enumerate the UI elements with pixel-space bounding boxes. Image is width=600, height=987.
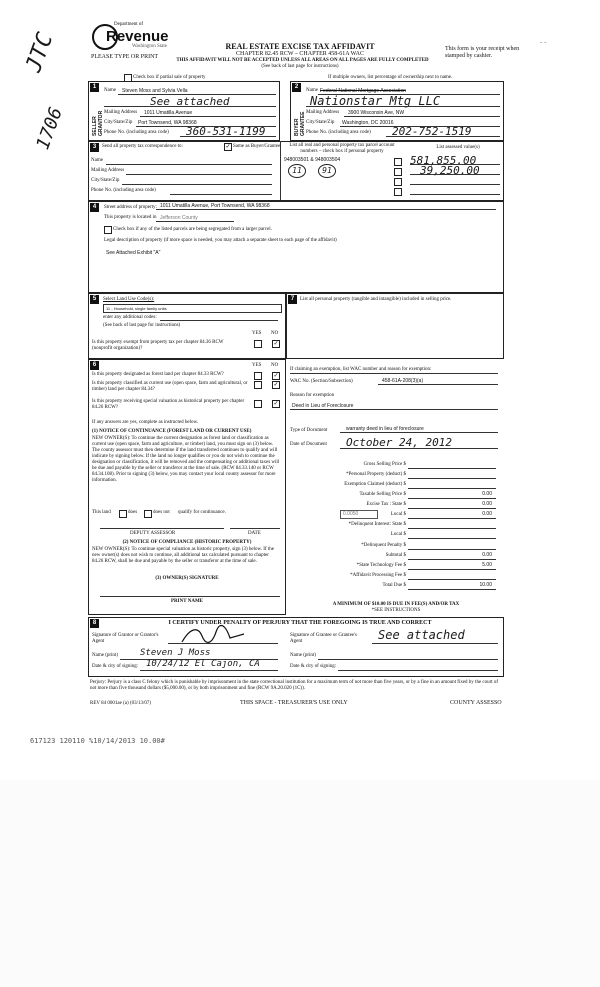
forest-yes-checkbox[interactable] — [254, 372, 262, 380]
seller-mailing: 1011 Umatilla Avenue — [144, 110, 193, 116]
same-as-buyer-checkbox[interactable]: ✓ — [225, 144, 231, 150]
property-county: Jefferson County — [160, 215, 198, 221]
assessed-value-2: 39,250.00 — [420, 164, 480, 177]
form-chapter: CHAPTER 82.45 RCW – CHAPTER 458-61A WAC — [236, 51, 364, 57]
forest-no-checkbox[interactable]: ✓ — [273, 373, 279, 379]
current-use-no-checkbox[interactable]: ✓ — [273, 382, 279, 388]
grantor-date-city: 10/24/12 El Cajon, CA — [146, 659, 260, 669]
receipt-stamp: 617123 120110 %10/14/2013 10.00# — [30, 737, 165, 745]
minimum-fee-note: A MINIMUM OF $10.00 IS DUE IN FEE(S) AND/OR TAX — [332, 602, 460, 607]
wac-number: 458-61A-208(3)(a) — [382, 378, 424, 384]
seller-name-typed: Steven Moss and Sylvia Vella — [122, 88, 188, 94]
parcel-numbers: 948003501 & 948003504 — [284, 157, 341, 163]
grantee-signature: See attached — [378, 628, 465, 642]
exempt-yes-checkbox[interactable] — [254, 340, 262, 348]
notice-compliance-text: NEW OWNER(S): To continue special valuation as historic property, sign (3) below. If the new owner(s) does not wish to continue, all additional tax calculated pursuant to chapter 84.26 RCW, shall be due and payable by the seller or transferor at the time of sale. — [92, 547, 274, 564]
buyer-city: Washington, DC 20016 — [342, 120, 394, 126]
segregated-checkbox[interactable] — [104, 226, 112, 234]
county-assessor-note: COUNTY ASSESSO — [450, 700, 502, 706]
document-date: October 24, 2012 — [346, 436, 452, 449]
seller-side-label: SELLER GRANTOR — [92, 110, 104, 136]
exempt-no-checkbox[interactable]: ✓ — [273, 341, 279, 347]
land-does-checkbox[interactable] — [119, 510, 127, 518]
form-title: REAL ESTATE EXCISE TAX AFFIDAVIT — [225, 42, 375, 51]
historic-yes-checkbox[interactable] — [254, 400, 262, 408]
corner-mark: - - — [540, 38, 547, 46]
subtotal: 0.00 — [482, 552, 492, 558]
personal-property-checkbox-1[interactable] — [394, 158, 402, 166]
form-revision: REV 84 0001ae (a) (03/13/07) — [90, 701, 152, 706]
current-use-yes-checkbox[interactable] — [254, 381, 262, 389]
margin-note-jtc: JTC — [21, 29, 59, 76]
personal-property-checkbox-4[interactable] — [394, 188, 402, 196]
grantor-printed-name: Steven J Moss — [140, 648, 211, 658]
local-tax-rate: 0.0050 — [340, 510, 378, 519]
total-due: 10.00 — [479, 582, 492, 588]
buyer-side-label: BUYER GRANTEE — [294, 111, 306, 136]
notice-continuance-text: NEW OWNER(S): To continue the current designation as forest land or classification as current use (open space, farm and agriculture, or timber) land, you must sign on (3) below. The county assessor must then determine if the land transferred continues to qualify and will indicate by signing below. If the land no longer qualifies or you do not wish to continue the designation or classification, it will be removed and the compensating or additional taxes will be due and payable by the seller or transferor at the time of sale. (RCW 84.33.140 or RCW 84.34.108). Prior to signing (3) below, you may contact your local county assessor for more information. — [92, 436, 280, 483]
buyer-phone: 202-752-1519 — [392, 125, 472, 138]
property-street: 1011 Umatilla Avenue, Port Townsend, WA 98368 — [160, 203, 270, 209]
taxable-selling-price: 0.00 — [482, 491, 492, 497]
partial-sale-label: Check box if partial sale of property — [133, 75, 206, 80]
land-use-select[interactable]: 11 - Household, single family units — [103, 304, 282, 313]
seller-phone: 360-531-1199 — [186, 125, 266, 138]
instructions-note: (See back of last page for instructions) — [261, 64, 339, 69]
excise-tax-state: 0.00 — [482, 501, 492, 507]
treasurer-note: THIS SPACE - TREASURER'S USE ONLY — [240, 700, 348, 706]
buyer-name-struck: Federal National Mortgage Association — [320, 88, 406, 94]
document-type: warranty deed in lieu of foreclosure — [346, 426, 424, 432]
multiple-owners-note: If multiple owners, list percentage of ownership next to name. — [328, 75, 453, 80]
personal-property-checkbox-2[interactable] — [394, 168, 402, 176]
margin-note-number: 1706 — [32, 104, 67, 153]
buyer-name-handwritten: Nationstar Mtg LLC — [310, 94, 441, 108]
seller-city: Port Townsend, WA 98368 — [138, 120, 197, 126]
perjury-notice: Perjury: Perjury is a class C felony which is punishable by imprisonment in the state correctional institution for a maximum term of not more than five years, or by a fine in an amount fixed by the court of not more than five thousand dollars ($5,000.00), or by both imprisonment and fine (RCW 9A.20.020 (1C)). — [90, 680, 499, 691]
seller-name-handwritten: See attached — [150, 95, 230, 108]
affidavit-page: JTC 1706 - - Department of Revenue Washington State PLEASE TYPE OR PRINT REAL ESTATE EXCISE TAX AFFIDAVIT CHAPTER 82.45 RCW – CHAPTER 458-61A WAC THIS AFFIDAVIT WILL NOT BE ACCEPTED UNLESS ALL AREAS ON ALL PAGES ARE FULLY COMPLETED (See back of last page for instructions) This form is your receipt when stamped by cashier. Check box if partial sale of property If multiple owners, list percentage of ownership next to name. 1 SELLER GRANTOR Name Steven Moss and Sylvia Vella See attached Mailing Address 1011 Umatilla Avenue City/State/Zip Port Townsend, WA 98368 Phone No. (including area code) 360-531-1199 2 BUYER GRANTEE Name Federal National Mortgage Association Nationstar Mtg LLC Mailing Address 3900 Wisconsin Ave, NW City/State/Zip Washington, DC 20016 Phone No. (including area code) 202-752-1519 3 Send all property tax correspondence to: ✓ Same as Buyer/Grantee Name Mailing Address City/State/Zip Phone No. (including area code) List all real and personal property tax parcel account numbers – check box if personal property List assessed value(s) 948003501 & 948003504 11 91 581,855.00 39,250.00 4 Street address of property: 1011 Umatilla Avenue, Port Townsend, WA 98368 This property is located in Jefferson County Check box if any of the listed parcels are being segregated from a larger parcel. Legal description of property (if more space is needed, you may attach a separate sheet to each page of the affidavit) See Attached Exhibit "A" 5 Select Land Use Code(s): 11 - Household, single family units enter any additional codes: (See back of last page for instructions) YES NO Is this property exempt from property tax per chapter 84.36 RCW (nonprofit organization)? ✓ 7 List all personal property (tangible and intangible) included in selling price. 6 YES NO Is this property designated as forest land per chapter 84.33 RCW? ✓ Is this property classified as current use (open space, farm and agricultural, or timber) land per chapter 84.34? ✓ Is this property receiving special valuation as historical property per chapter 84.26 RCW? ✓ If any answers are yes, complete as instructed below. (1) NOTICE OF CONTINUANCE (FOREST LAND OR CURRENT USE) NEW OWNER(S): To continue the current designation as forest land or classification as current use (open space, farm and agriculture, or timber) land, you must sign on (3) below. The county assessor must then determine if the land transferred continues to qualify and will indicate by signing below. If the land no longer qualifies or you do not wish to continue the designation or classification, it will be removed and the compensating or additional taxes will be due and payable by the seller or transferor at the time of sale. (RCW 84.33.140 or RCW 84.34.108). Prior to signing (3) below, you may contact your local county assessor for more information. This land does does not qualify for continuance. DEPUTY ASSESSOR DATE (2) NOTICE OF COMPLIANCE (HISTORIC PROPERTY) NEW OWNER(S): To continue special valuation as historic property, sign (3) below. If the new owner(s) does not wish to continue, all additional tax calculated pursuant to chapter 84.26 RCW, shall be due and payable by the seller or transferor at the time of sale. (3) OWNER(S) SIGNATURE PRINT NAME If claiming an exemption, list WAC number and reason for exemption: WAC No. (Section/Subsection) 458-61A-208(3)(a) Reason for exemption Deed in Lieu of Foreclosure Type of Document warranty deed in lieu of foreclosure Date of Document October 24, 2012 Gross Selling Price $ *Personal Property (deduct) $ Exemption Claimed (deduct) $ Taxable Selling Price $ 0.00 Excise Tax : State $ 0.00 0.0050 Local $ 0.00 *Delinquent Interest: State $ Local $ *Delinquent Penalty $ Subtotal $ 0.00 *State Technology Fee $ 5.00 *Affidavit Processing Fee $ Total Due $ 10.00 A MINIMUM OF $10.00 IS DUE IN FEE(S) AND/OR TAX *SEE INSTRUCTIONS 8 I CERTIFY UNDER PENALTY OF PERJURY THAT THE FOREGOING IS TRUE AND CORRECT Signature of Grantor or Grantor's Agent Name (print) Steven J Moss Date & city of signing: 10/24/12 El Cajon, CA Signature of Grantee or Grantee's Agent See attached Name (print) Date & city of signing: Perjury: Perjury is a class C felony which is punishable by imprisonment in the state correctional institution for a maximum term of not more than five years, or by a fine in an amount fixed by the court of not more than five thousand dollars ($5,000.00), or by both imprisonment and fine (RCW 9A.20.020 (1C)). REV 84 0001ae (a) (03/13/07) THIS SPACE - TREASURER'S USE ONLY COUNTY ASSESSO 617123 120110 %10/14/2013 10.00# — [0, 0, 600, 987]
parcel-circle-1: 11 — [288, 164, 306, 178]
excise-tax-local: 0.00 — [482, 511, 492, 517]
assessed-value-1: 581,855.00 — [410, 154, 477, 167]
buyer-mailing: 3900 Wisconsin Ave, NW — [348, 110, 405, 116]
blank-scan-area — [0, 780, 600, 987]
please-type: PLEASE TYPE OR PRINT — [91, 54, 159, 60]
legal-description: See Attached Exhibit "A" — [106, 250, 161, 256]
certification-statement: I CERTIFY UNDER PENALTY OF PERJURY THAT THE FOREGOING IS TRUE AND CORRECT — [168, 620, 432, 626]
form-warning: THIS AFFIDAVIT WILL NOT BE ACCEPTED UNLESS ALL AREAS ON ALL PAGES ARE FULLY COMPLETED — [176, 58, 429, 63]
technology-fee: 5.00 — [482, 562, 492, 568]
parcel-circle-2: 91 — [318, 164, 336, 178]
historic-no-checkbox[interactable]: ✓ — [273, 401, 279, 407]
land-does-not-checkbox[interactable] — [144, 510, 152, 518]
receipt-note: This form is your receipt when stamped by cashier. — [445, 46, 520, 59]
exemption-reason: Deed in Lieu of Foreclosure — [292, 403, 354, 409]
personal-property-checkbox-3[interactable] — [394, 178, 402, 186]
